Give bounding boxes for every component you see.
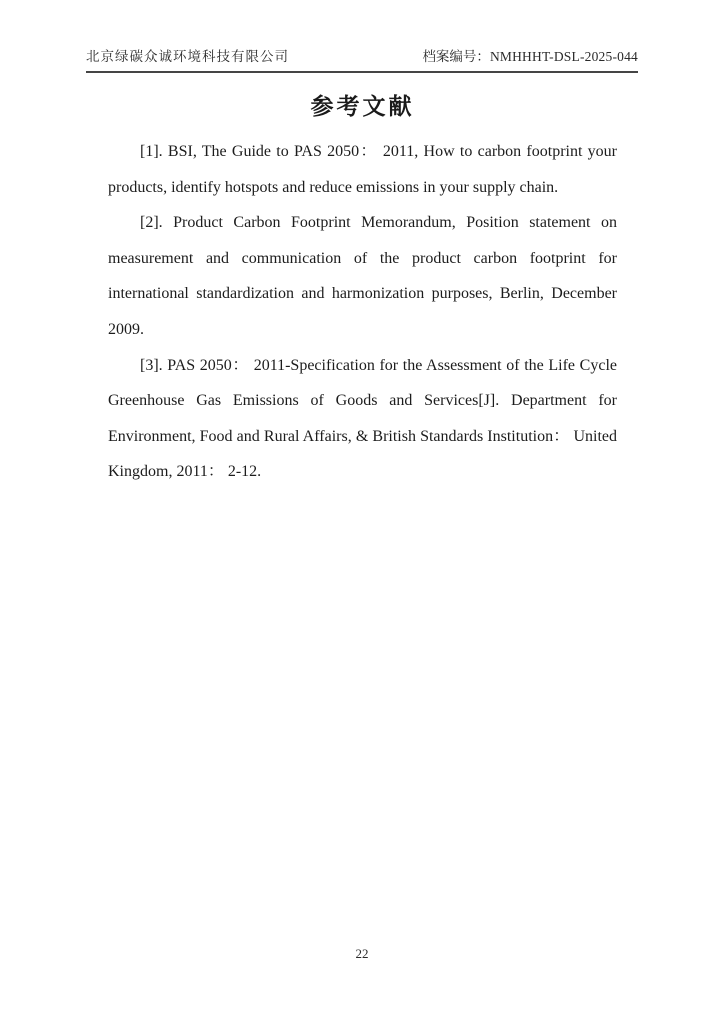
page-content	[108, 0, 617, 490]
page-footer	[0, 946, 724, 962]
header-company-name: 北京绿碳众诚环境科技有限公司	[86, 49, 289, 64]
doc-number-value: NMHHHT-DSL-2025-044	[489, 49, 638, 64]
reference-entry-1: [1]. BSI, The Guide to PAS 2050： 2011, How to carbon footprint your products, identify hotspots and reduce emissions in your supply chain.	[108, 143, 617, 196]
reference-entry-3: [3]. PAS 2050： 2011-Specification for the Assessment of the Life Cycle Greenhouse Gas Emissions of Goods and Services[J]. Department for Environment, Food and Rural Affairs, & British Standards Institution： United Kingdom, 2011： 2-12.	[108, 356, 617, 481]
page-title: 参考文献	[310, 94, 415, 119]
doc-number-label: 档案编号：	[422, 49, 490, 64]
reference-entry-2: [2]. Product Carbon Footprint Memorandum, Position statement on measurement and communication of the product carbon footprint for international standardization and harmonization purposes, Berlin, December 2009.	[108, 214, 617, 338]
page-number: 22	[355, 946, 369, 961]
